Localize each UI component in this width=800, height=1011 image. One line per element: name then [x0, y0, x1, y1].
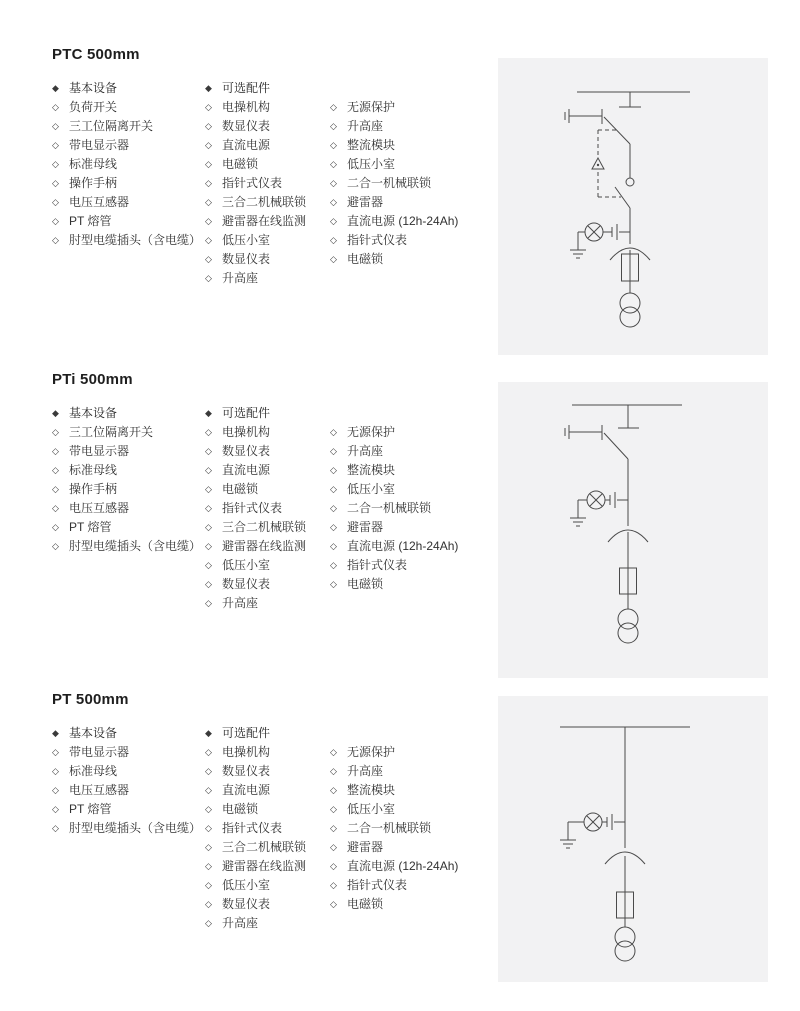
- equipment-item: [52, 781, 204, 800]
- filled-diamond-icon: ◆: [52, 408, 59, 418]
- equipment-item: [52, 743, 204, 762]
- item-label: 避雷器在线监测: [222, 214, 307, 228]
- item-label: 避雷器: [347, 840, 384, 854]
- hollow-diamond-icon: ◇: [330, 766, 337, 776]
- item-label: 数显仪表: [222, 252, 271, 266]
- hollow-diamond-icon: ◇: [330, 178, 337, 188]
- equipment-item: [52, 480, 204, 499]
- equipment-item: [52, 155, 204, 174]
- item-label: 低压小室: [347, 157, 396, 171]
- hollow-diamond-icon: ◇: [205, 861, 212, 871]
- hollow-diamond-icon: ◇: [205, 541, 212, 551]
- hollow-diamond-icon: ◇: [205, 804, 212, 814]
- hollow-diamond-icon: ◇: [205, 121, 212, 131]
- item-label: 直流电源: [222, 463, 271, 477]
- hollow-diamond-icon: ◇: [330, 541, 337, 551]
- single-line-diagram-pti: [498, 382, 768, 678]
- item-label: 数显仪表: [222, 764, 271, 778]
- busbar: [560, 727, 690, 848]
- earth-symbol: [560, 840, 576, 848]
- item-label: 直流电源 (12h-24Ah): [347, 859, 459, 873]
- optional-accessories-list-2: [330, 724, 500, 914]
- hollow-diamond-icon: ◇: [205, 880, 212, 890]
- equipment-item: [330, 155, 500, 174]
- item-label: 数显仪表: [222, 897, 271, 911]
- item-label: 标准母线: [69, 157, 118, 171]
- item-label: 带电显示器: [69, 444, 130, 458]
- hollow-diamond-icon: ◇: [330, 427, 337, 437]
- equipment-item: [205, 857, 329, 876]
- equipment-item: [52, 461, 204, 480]
- item-label: 操作手柄: [69, 176, 118, 190]
- hollow-diamond-icon: ◇: [52, 427, 59, 437]
- equipment-item: [52, 231, 204, 250]
- filled-diamond-icon: ◆: [52, 83, 59, 93]
- equipment-item: [205, 499, 329, 518]
- section-title: PTC 500mm: [52, 46, 140, 63]
- hollow-diamond-icon: ◇: [205, 178, 212, 188]
- equipment-item: [205, 556, 329, 575]
- basic-equipment-list: [52, 724, 204, 838]
- equipment-item: [330, 537, 500, 556]
- equipment-item: [330, 480, 500, 499]
- product-section-ptc: [52, 46, 772, 366]
- item-label: 可选配件: [222, 81, 271, 95]
- item-label: 三合二机械联锁: [222, 840, 307, 854]
- busbar: [577, 92, 690, 107]
- equipment-item: [205, 155, 329, 174]
- item-label: 直流电源: [222, 138, 271, 152]
- hollow-diamond-icon: ◇: [330, 899, 337, 909]
- hollow-diamond-icon: ◇: [205, 579, 212, 589]
- equipment-item: [205, 876, 329, 895]
- basic-equipment-list: [52, 404, 204, 556]
- equipment-item: [52, 136, 204, 155]
- earth-symbol: [570, 250, 586, 258]
- filled-diamond-icon: ◆: [52, 728, 59, 738]
- hollow-diamond-icon: ◇: [330, 159, 337, 169]
- filled-diamond-icon: ◆: [205, 728, 212, 738]
- equipment-item: [205, 800, 329, 819]
- item-label: 升高座: [222, 271, 259, 285]
- hollow-diamond-icon: ◇: [205, 102, 212, 112]
- item-label: 二合一机械联锁: [347, 176, 432, 190]
- equipment-item: [52, 518, 204, 537]
- equipment-item: [205, 480, 329, 499]
- item-label: 低压小室: [222, 878, 271, 892]
- hollow-diamond-icon: ◇: [205, 522, 212, 532]
- diagram-panel: [498, 696, 768, 982]
- item-label: 指针式仪表: [347, 878, 408, 892]
- item-label: 直流电源: [222, 783, 271, 797]
- equipment-item: [205, 537, 329, 556]
- equipment-item: [330, 231, 500, 250]
- hollow-diamond-icon: ◇: [205, 899, 212, 909]
- item-label: 低压小室: [222, 558, 271, 572]
- item-label: 肘型电缆插头（含电缆）: [69, 821, 202, 835]
- item-label: 升高座: [222, 916, 259, 930]
- hollow-diamond-icon: ◇: [205, 235, 212, 245]
- hollow-diamond-icon: ◇: [205, 785, 212, 795]
- equipment-item: [205, 174, 329, 193]
- hollow-diamond-icon: ◇: [205, 484, 212, 494]
- item-label: 三工位隔离开关: [69, 119, 154, 133]
- item-label: 电压互感器: [69, 195, 130, 209]
- equipment-item: [52, 193, 204, 212]
- list-header: [205, 724, 329, 743]
- item-label: 整流模块: [347, 463, 396, 477]
- equipment-item: [330, 781, 500, 800]
- hollow-diamond-icon: ◇: [205, 918, 212, 928]
- equipment-item: [205, 136, 329, 155]
- equipment-item: [330, 838, 500, 857]
- fuse: [617, 856, 634, 927]
- equipment-item: [205, 518, 329, 537]
- hollow-diamond-icon: ◇: [330, 102, 337, 112]
- item-label: 电磁锁: [347, 897, 384, 911]
- item-label: 指针式仪表: [222, 501, 283, 515]
- item-label: 升高座: [222, 596, 259, 610]
- hollow-diamond-icon: ◇: [52, 541, 59, 551]
- optional-accessories-list: [205, 404, 329, 613]
- item-label: 指针式仪表: [222, 176, 283, 190]
- item-label: 操作手柄: [69, 482, 118, 496]
- hollow-diamond-icon: ◇: [205, 598, 212, 608]
- hollow-diamond-icon: ◇: [330, 560, 337, 570]
- diagram-panel: [498, 58, 768, 355]
- hollow-diamond-icon: ◇: [330, 121, 337, 131]
- hollow-diamond-icon: ◇: [330, 216, 337, 226]
- item-label: 电磁锁: [222, 802, 259, 816]
- earth-symbol: [570, 518, 586, 526]
- disconnector-switch: [604, 433, 628, 500]
- equipment-item: [52, 800, 204, 819]
- equipment-item: [330, 895, 500, 914]
- hollow-diamond-icon: ◇: [205, 446, 212, 456]
- equipment-item: [330, 98, 500, 117]
- item-label: 基本设备: [69, 406, 118, 420]
- hollow-diamond-icon: ◇: [205, 254, 212, 264]
- equipment-item: [330, 193, 500, 212]
- item-label: 低压小室: [347, 482, 396, 496]
- voltage-transformer: [615, 927, 635, 961]
- hollow-diamond-icon: ◇: [330, 503, 337, 513]
- load-break-switch: [615, 178, 634, 232]
- equipment-item: [205, 250, 329, 269]
- hollow-diamond-icon: ◇: [205, 503, 212, 513]
- hollow-diamond-icon: ◇: [205, 465, 212, 475]
- item-label: 数显仪表: [222, 577, 271, 591]
- item-label: 标准母线: [69, 764, 118, 778]
- hollow-diamond-icon: ◇: [205, 427, 212, 437]
- equipment-item: [205, 193, 329, 212]
- hollow-diamond-icon: ◇: [52, 766, 59, 776]
- hollow-diamond-icon: ◇: [330, 446, 337, 456]
- optional-accessories-list: [205, 79, 329, 288]
- hollow-diamond-icon: ◇: [330, 484, 337, 494]
- item-label: 带电显示器: [69, 138, 130, 152]
- list-header: [52, 724, 204, 743]
- equipment-item: [52, 537, 204, 556]
- equipment-item: [52, 174, 204, 193]
- equipment-item: [205, 594, 329, 613]
- item-label: 整流模块: [347, 783, 396, 797]
- equipment-item: [205, 461, 329, 480]
- hollow-diamond-icon: ◇: [330, 785, 337, 795]
- item-label: 电操机构: [222, 425, 271, 439]
- equipment-item: [205, 743, 329, 762]
- equipment-item: [205, 838, 329, 857]
- optional-accessories-list-2: [330, 404, 500, 594]
- list-header: [52, 404, 204, 423]
- equipment-item: [330, 442, 500, 461]
- hollow-diamond-icon: ◇: [205, 216, 212, 226]
- equipment-item: [205, 231, 329, 250]
- equipment-item: [330, 212, 500, 231]
- hollow-diamond-icon: ◇: [330, 804, 337, 814]
- hollow-diamond-icon: ◇: [205, 273, 212, 283]
- item-label: 整流模块: [347, 138, 396, 152]
- item-label: 三合二机械联锁: [222, 520, 307, 534]
- equipment-item: [330, 117, 500, 136]
- item-label: 无源保护: [347, 745, 396, 759]
- hollow-diamond-icon: ◇: [330, 579, 337, 589]
- list-header: [52, 79, 204, 98]
- single-line-diagram-pt: [498, 696, 768, 982]
- list-header: [205, 79, 329, 98]
- equipment-item: [52, 819, 204, 838]
- equipment-item: [52, 212, 204, 231]
- item-label: 标准母线: [69, 463, 118, 477]
- equipment-item: [330, 174, 500, 193]
- equipment-item: [52, 423, 204, 442]
- voltage-indicator: [578, 223, 630, 250]
- filled-diamond-icon: ◆: [205, 408, 212, 418]
- product-section-pti: [52, 371, 772, 691]
- fuse: [622, 250, 639, 293]
- equipment-item: [205, 98, 329, 117]
- equipment-item: [330, 250, 500, 269]
- equipment-item: [52, 98, 204, 117]
- equipment-item: [52, 117, 204, 136]
- item-label: 可选配件: [222, 726, 271, 740]
- equipment-item: [330, 857, 500, 876]
- hollow-diamond-icon: ◇: [205, 197, 212, 207]
- hollow-diamond-icon: ◇: [52, 785, 59, 795]
- equipment-item: [205, 575, 329, 594]
- item-label: 负荷开关: [69, 100, 118, 114]
- section-title: PTi 500mm: [52, 371, 133, 388]
- item-label: 带电显示器: [69, 745, 130, 759]
- item-label: PT 熔管: [69, 214, 112, 228]
- hollow-diamond-icon: ◇: [205, 560, 212, 570]
- hollow-diamond-icon: ◇: [52, 484, 59, 494]
- item-label: PT 熔管: [69, 520, 112, 534]
- item-label: PT 熔管: [69, 802, 112, 816]
- item-label: 升高座: [347, 119, 384, 133]
- equipment-item: [205, 781, 329, 800]
- hollow-diamond-icon: ◇: [52, 446, 59, 456]
- diagram-panel: [498, 382, 768, 678]
- hollow-diamond-icon: ◇: [52, 197, 59, 207]
- filled-diamond-icon: ◆: [205, 83, 212, 93]
- voltage-indicator: [578, 491, 628, 518]
- equipment-item: [330, 518, 500, 537]
- item-label: 二合一机械联锁: [347, 821, 432, 835]
- hollow-diamond-icon: ◇: [330, 235, 337, 245]
- item-label: 电压互感器: [69, 501, 130, 515]
- item-label: 低压小室: [347, 802, 396, 816]
- item-label: 电压互感器: [69, 783, 130, 797]
- item-label: 指针式仪表: [347, 558, 408, 572]
- item-label: 三合二机械联锁: [222, 195, 307, 209]
- item-label: 指针式仪表: [222, 821, 283, 835]
- fuse: [620, 532, 637, 609]
- item-label: 数显仪表: [222, 119, 271, 133]
- hollow-diamond-icon: ◇: [52, 804, 59, 814]
- item-label: 电操机构: [222, 100, 271, 114]
- item-label: 基本设备: [69, 81, 118, 95]
- item-label: 肘型电缆插头（含电缆）: [69, 539, 202, 553]
- busbar: [572, 405, 682, 428]
- earthing-switch: [565, 109, 602, 124]
- item-label: 指针式仪表: [347, 233, 408, 247]
- equipment-item: [330, 556, 500, 575]
- equipment-item: [205, 762, 329, 781]
- item-label: 避雷器在线监测: [222, 539, 307, 553]
- item-label: 直流电源 (12h-24Ah): [347, 214, 459, 228]
- equipment-item: [330, 762, 500, 781]
- equipment-item: [330, 876, 500, 895]
- single-line-diagram-ptc: [498, 58, 768, 355]
- equipment-item: [52, 762, 204, 781]
- equipment-item: [330, 423, 500, 442]
- equipment-item: [205, 442, 329, 461]
- item-label: 避雷器: [347, 520, 384, 534]
- product-section-pt: [52, 691, 772, 1011]
- hollow-diamond-icon: ◇: [330, 842, 337, 852]
- item-label: 避雷器: [347, 195, 384, 209]
- hollow-diamond-icon: ◇: [52, 159, 59, 169]
- hollow-diamond-icon: ◇: [52, 140, 59, 150]
- item-label: 肘型电缆插头（含电缆）: [69, 233, 202, 247]
- equipment-item: [330, 819, 500, 838]
- equipment-item: [52, 442, 204, 461]
- item-label: 避雷器在线监测: [222, 859, 307, 873]
- equipment-item: [205, 819, 329, 838]
- item-label: 电磁锁: [347, 252, 384, 266]
- item-label: 数显仪表: [222, 444, 271, 458]
- equipment-item: [330, 136, 500, 155]
- optional-accessories-list-2: [330, 79, 500, 269]
- item-label: 无源保护: [347, 425, 396, 439]
- basic-equipment-list: [52, 79, 204, 250]
- hollow-diamond-icon: ◇: [330, 823, 337, 833]
- hollow-diamond-icon: ◇: [330, 880, 337, 890]
- hollow-diamond-icon: ◇: [52, 235, 59, 245]
- equipment-item: [330, 743, 500, 762]
- item-label: 电磁锁: [222, 157, 259, 171]
- hollow-diamond-icon: ◇: [330, 747, 337, 757]
- equipment-item: [205, 914, 329, 933]
- optional-accessories-list: [205, 724, 329, 933]
- equipment-item: [330, 499, 500, 518]
- equipment-item: [330, 800, 500, 819]
- item-label: 电磁锁: [347, 577, 384, 591]
- equipment-item: [205, 269, 329, 288]
- hollow-diamond-icon: ◇: [52, 503, 59, 513]
- hollow-diamond-icon: ◇: [330, 522, 337, 532]
- item-label: 电操机构: [222, 745, 271, 759]
- hollow-diamond-icon: ◇: [52, 178, 59, 188]
- hollow-diamond-icon: ◇: [330, 861, 337, 871]
- hollow-diamond-icon: ◇: [330, 254, 337, 264]
- list-header: [205, 404, 329, 423]
- voltage-transformer: [620, 293, 640, 327]
- equipment-item: [52, 499, 204, 518]
- equipment-item: [205, 117, 329, 136]
- item-label: 电磁锁: [222, 482, 259, 496]
- equipment-item: [205, 423, 329, 442]
- item-label: 三工位隔离开关: [69, 425, 154, 439]
- earthing-switch: [565, 425, 602, 440]
- equipment-item: [330, 575, 500, 594]
- hollow-diamond-icon: ◇: [205, 159, 212, 169]
- item-label: 基本设备: [69, 726, 118, 740]
- section-title: PT 500mm: [52, 691, 129, 708]
- hollow-diamond-icon: ◇: [205, 842, 212, 852]
- disconnector-switch: [604, 117, 630, 178]
- hollow-diamond-icon: ◇: [205, 823, 212, 833]
- hollow-diamond-icon: ◇: [52, 216, 59, 226]
- item-label: 可选配件: [222, 406, 271, 420]
- hollow-diamond-icon: ◇: [52, 522, 59, 532]
- item-label: 二合一机械联锁: [347, 501, 432, 515]
- hollow-diamond-icon: ◇: [52, 747, 59, 757]
- equipment-item: [205, 212, 329, 231]
- item-label: 直流电源 (12h-24Ah): [347, 539, 459, 553]
- item-label: 无源保护: [347, 100, 396, 114]
- hollow-diamond-icon: ◇: [330, 140, 337, 150]
- hollow-diamond-icon: ◇: [330, 465, 337, 475]
- hollow-diamond-icon: ◇: [52, 102, 59, 112]
- hollow-diamond-icon: ◇: [52, 121, 59, 131]
- voltage-transformer: [618, 609, 638, 643]
- item-label: 升高座: [347, 444, 384, 458]
- hollow-diamond-icon: ◇: [205, 140, 212, 150]
- equipment-item: [205, 895, 329, 914]
- hollow-diamond-icon: ◇: [52, 823, 59, 833]
- mechanical-interlock: [592, 130, 621, 197]
- item-label: 低压小室: [222, 233, 271, 247]
- hollow-diamond-icon: ◇: [330, 197, 337, 207]
- hollow-diamond-icon: ◇: [52, 465, 59, 475]
- voltage-indicator: [568, 813, 625, 840]
- item-label: 升高座: [347, 764, 384, 778]
- hollow-diamond-icon: ◇: [205, 766, 212, 776]
- hollow-diamond-icon: ◇: [205, 747, 212, 757]
- equipment-item: [330, 461, 500, 480]
